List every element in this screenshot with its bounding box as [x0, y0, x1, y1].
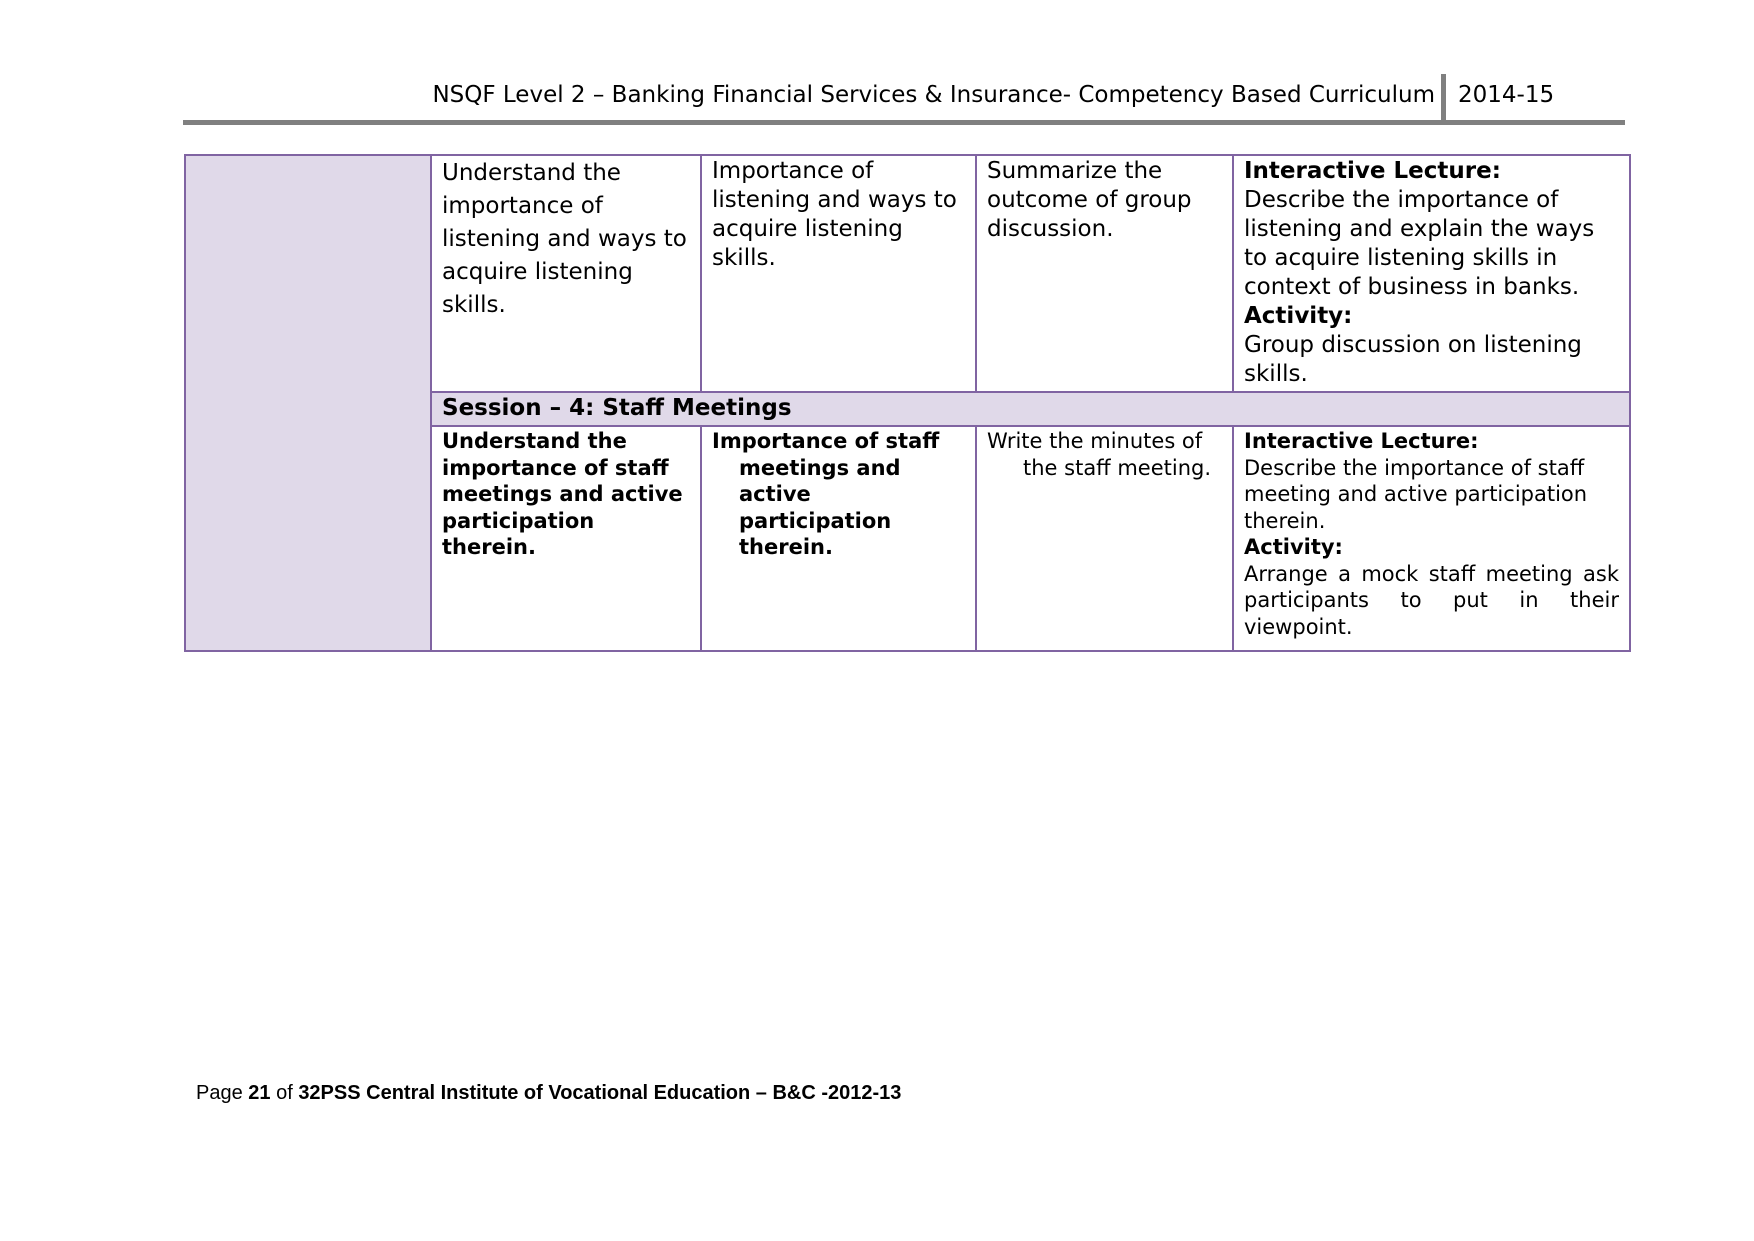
interactive-lecture-text: Describe the importance of listening and explain the ways to acquire listening skills in context of business in banks.: [1244, 187, 1595, 300]
activity-label: Activity:: [1244, 303, 1353, 329]
teaching-method-cell: [1233, 155, 1630, 392]
page-header: [183, 74, 1625, 125]
knowledge-text-first-line: Importance of staff: [712, 429, 940, 453]
performance-cell: [976, 426, 1233, 651]
learning-outcome-text: Understand the importance of listening and ways to acquire listening skills.: [442, 160, 687, 318]
table-row: [185, 155, 1630, 392]
interactive-lecture-label: Interactive Lecture:: [1244, 429, 1479, 453]
footer-page-number: 21: [248, 1082, 271, 1104]
footer-total-and-org: 32PSS Central Institute of Vocational Education – B&C -2012-13: [298, 1082, 902, 1104]
knowledge-cell: [701, 426, 976, 651]
activity-text: Arrange a mock staff meeting ask participants to put in their viewpoint.: [1244, 561, 1619, 639]
knowledge-text-rest: meetings and active participation therein.: [739, 455, 901, 559]
page-footer: [196, 1082, 901, 1105]
knowledge-text: Importance of listening and ways to acquire listening skills.: [712, 158, 957, 271]
activity-text: Group discussion on listening skills.: [1244, 332, 1582, 387]
interactive-lecture-text: Describe the importance of staff meeting and active participation therein.: [1244, 455, 1588, 533]
performance-text-rest: the staff meeting.: [1023, 455, 1212, 480]
interactive-lecture-label: Interactive Lecture:: [1244, 158, 1501, 184]
header-year: 2014-15: [1458, 82, 1555, 108]
header-title: NSQF Level 2 – Banking Financial Services & Insurance- Competency Based Curriculum: [432, 82, 1435, 108]
session-title: Session – 4: Staff Meetings: [431, 392, 1630, 426]
footer-of-text: of: [270, 1082, 299, 1104]
teaching-method-cell: [1233, 426, 1630, 651]
performance-cell: [976, 155, 1233, 392]
performance-text-first-line: Write the minutes of: [987, 429, 1203, 453]
header-divider: [1441, 74, 1446, 120]
knowledge-cell: [701, 155, 976, 392]
performance-text: Summarize the outcome of group discussion.: [987, 158, 1192, 242]
learning-outcome-cell: [431, 426, 701, 651]
learning-outcome-cell: [431, 155, 701, 392]
activity-label: Activity:: [1244, 535, 1343, 559]
module-column-cell: [185, 155, 431, 651]
footer-page-prefix: Page: [196, 1082, 249, 1104]
curriculum-table: [184, 154, 1631, 652]
learning-outcome-text: Understand the importance of staff meetings and active participation therein.: [442, 429, 683, 559]
